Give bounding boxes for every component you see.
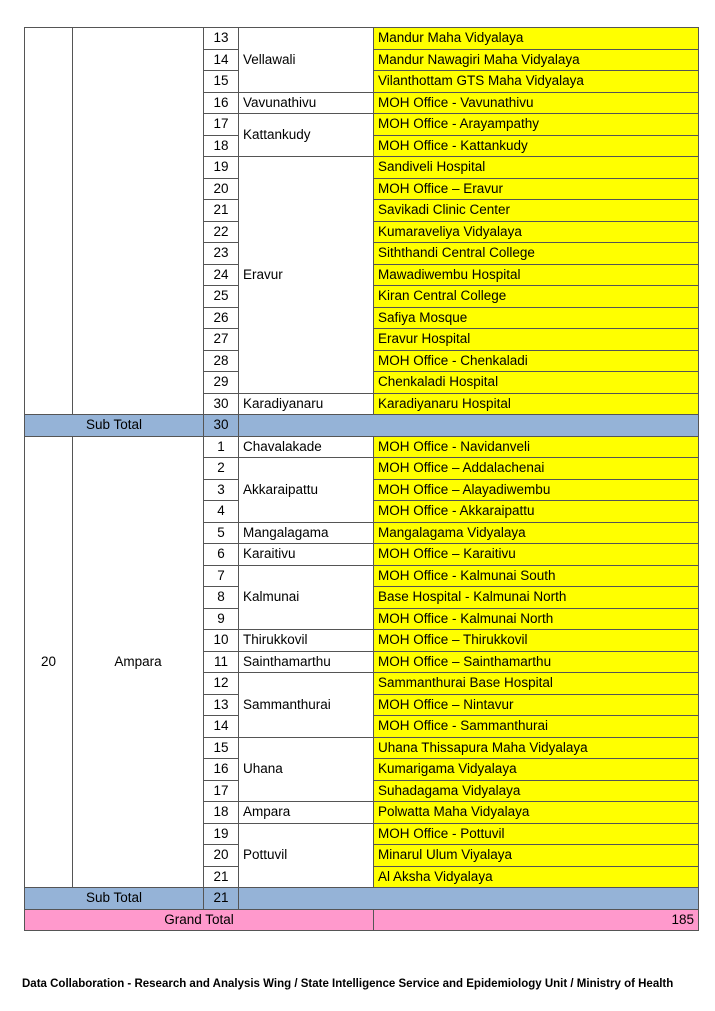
table-row: [25, 28, 699, 50]
row-number: 28: [204, 350, 239, 372]
row-number: 13: [204, 28, 239, 50]
vaccination-site: Minarul Ulum Viyalaya: [374, 845, 699, 867]
vaccination-site: MOH Office - Kalmunai South: [374, 565, 699, 587]
moh-area: Mangalagama: [239, 522, 374, 544]
moh-area: Pottuvil: [239, 823, 374, 888]
moh-area: Ampara: [239, 802, 374, 824]
row-number: 21: [204, 200, 239, 222]
vaccination-site: Karadiyanaru Hospital: [374, 393, 699, 415]
vaccination-site: MOH Office - Kalmunai North: [374, 608, 699, 630]
vaccination-site: Kumaraveliya Vidyalaya: [374, 221, 699, 243]
row-number: 22: [204, 221, 239, 243]
grand-total-value: 185: [374, 909, 699, 931]
subtotal-empty: [239, 888, 699, 910]
row-number: 16: [204, 92, 239, 114]
moh-area: Akkaraipattu: [239, 458, 374, 523]
vaccination-site: MOH Office – Addalachenai: [374, 458, 699, 480]
row-number: 27: [204, 329, 239, 351]
moh-area: Kattankudy: [239, 114, 374, 157]
vaccination-site: Savikadi Clinic Center: [374, 200, 699, 222]
moh-area: Karadiyanaru: [239, 393, 374, 415]
vaccination-site: Mangalagama Vidyalaya: [374, 522, 699, 544]
vaccination-site: Al Aksha Vidyalaya: [374, 866, 699, 888]
row-number: 2: [204, 458, 239, 480]
row-number: 19: [204, 823, 239, 845]
row-number: 1: [204, 436, 239, 458]
vaccination-site: MOH Office – Karaitivu: [374, 544, 699, 566]
row-number: 15: [204, 737, 239, 759]
vaccination-site: MOH Office – Thirukkovil: [374, 630, 699, 652]
row-number: 9: [204, 608, 239, 630]
row-number: 14: [204, 716, 239, 738]
district-name: Ampara: [73, 436, 204, 888]
vaccination-site: Sammanthurai Base Hospital: [374, 673, 699, 695]
row-number: 17: [204, 114, 239, 136]
vaccination-site: MOH Office - Pottuvil: [374, 823, 699, 845]
vaccination-site: Kiran Central College: [374, 286, 699, 308]
subtotal-label: Sub Total: [25, 888, 204, 910]
vaccination-site: MOH Office - Navidanveli: [374, 436, 699, 458]
moh-area: Chavalakade: [239, 436, 374, 458]
vaccination-site: Polwatta Maha Vidyalaya: [374, 802, 699, 824]
row-number: 14: [204, 49, 239, 71]
vaccination-site: MOH Office – Nintavur: [374, 694, 699, 716]
row-number: 5: [204, 522, 239, 544]
vaccination-site: Mawadiwembu Hospital: [374, 264, 699, 286]
vaccination-site: MOH Office - Kattankudy: [374, 135, 699, 157]
vaccination-site: Base Hospital - Kalmunai North: [374, 587, 699, 609]
grand-total-row: [25, 909, 699, 931]
subtotal-label: Sub Total: [25, 415, 204, 437]
vaccination-site: Safiya Mosque: [374, 307, 699, 329]
row-number: 24: [204, 264, 239, 286]
row-number: 18: [204, 135, 239, 157]
vaccination-site: Mandur Nawagiri Maha Vidyalaya: [374, 49, 699, 71]
row-number: 11: [204, 651, 239, 673]
row-number: 30: [204, 393, 239, 415]
moh-area: Thirukkovil: [239, 630, 374, 652]
subtotal-value: 21: [204, 888, 239, 910]
row-number: 7: [204, 565, 239, 587]
moh-area: Sammanthurai: [239, 673, 374, 738]
subtotal-row: [25, 888, 699, 910]
row-number: 25: [204, 286, 239, 308]
row-number: 19: [204, 157, 239, 179]
subtotal-empty: [239, 415, 699, 437]
vaccination-site: MOH Office - Chenkaladi: [374, 350, 699, 372]
row-number: 17: [204, 780, 239, 802]
vaccination-site: MOH Office – Eravur: [374, 178, 699, 200]
row-number: 20: [204, 845, 239, 867]
row-number: 6: [204, 544, 239, 566]
row-number: 12: [204, 673, 239, 695]
vaccination-site: MOH Office – Sainthamarthu: [374, 651, 699, 673]
row-number: 18: [204, 802, 239, 824]
vaccination-site: MOH Office – Alayadiwembu: [374, 479, 699, 501]
vaccination-site: MOH Office - Akkaraipattu: [374, 501, 699, 523]
district-no-cell: [25, 28, 73, 415]
vaccination-site: Kumarigama Vidyalaya: [374, 759, 699, 781]
vaccination-site: MOH Office - Sammanthurai: [374, 716, 699, 738]
row-number: 4: [204, 501, 239, 523]
vaccination-site: MOH Office - Arayampathy: [374, 114, 699, 136]
row-number: 10: [204, 630, 239, 652]
row-number: 20: [204, 178, 239, 200]
vaccination-site: MOH Office - Vavunathivu: [374, 92, 699, 114]
footer-credit: Data Collaboration - Research and Analysis Wing / State Intelligence Service and Epidemiology Unit / Ministry of Health: [22, 978, 674, 990]
row-number: 8: [204, 587, 239, 609]
moh-area: Kalmunai: [239, 565, 374, 630]
moh-area: Uhana: [239, 737, 374, 802]
row-number: 23: [204, 243, 239, 265]
moh-area: Karaitivu: [239, 544, 374, 566]
vaccination-site: Eravur Hospital: [374, 329, 699, 351]
vaccination-site: Mandur Maha Vidyalaya: [374, 28, 699, 50]
vaccination-site: Suhadagama Vidyalaya: [374, 780, 699, 802]
row-number: 13: [204, 694, 239, 716]
row-number: 16: [204, 759, 239, 781]
vaccination-site: Siththandi Central College: [374, 243, 699, 265]
subtotal-row: [25, 415, 699, 437]
vaccination-site: Uhana Thissapura Maha Vidyalaya: [374, 737, 699, 759]
moh-area: Vellawali: [239, 28, 374, 93]
row-number: 3: [204, 479, 239, 501]
row-number: 21: [204, 866, 239, 888]
row-number: 15: [204, 71, 239, 93]
row-number: 26: [204, 307, 239, 329]
vaccination-centers-table: [24, 27, 699, 931]
grand-total-label: Grand Total: [25, 909, 374, 931]
subtotal-value: 30: [204, 415, 239, 437]
vaccination-site: Chenkaladi Hospital: [374, 372, 699, 394]
vaccination-site: Sandiveli Hospital: [374, 157, 699, 179]
district-number: 20: [25, 436, 73, 888]
vaccination-site: Vilanthottam GTS Maha Vidyalaya: [374, 71, 699, 93]
moh-area: Vavunathivu: [239, 92, 374, 114]
row-number: 29: [204, 372, 239, 394]
table-row: [25, 436, 699, 458]
district-cell: [73, 28, 204, 415]
moh-area: Sainthamarthu: [239, 651, 374, 673]
moh-area: Eravur: [239, 157, 374, 394]
